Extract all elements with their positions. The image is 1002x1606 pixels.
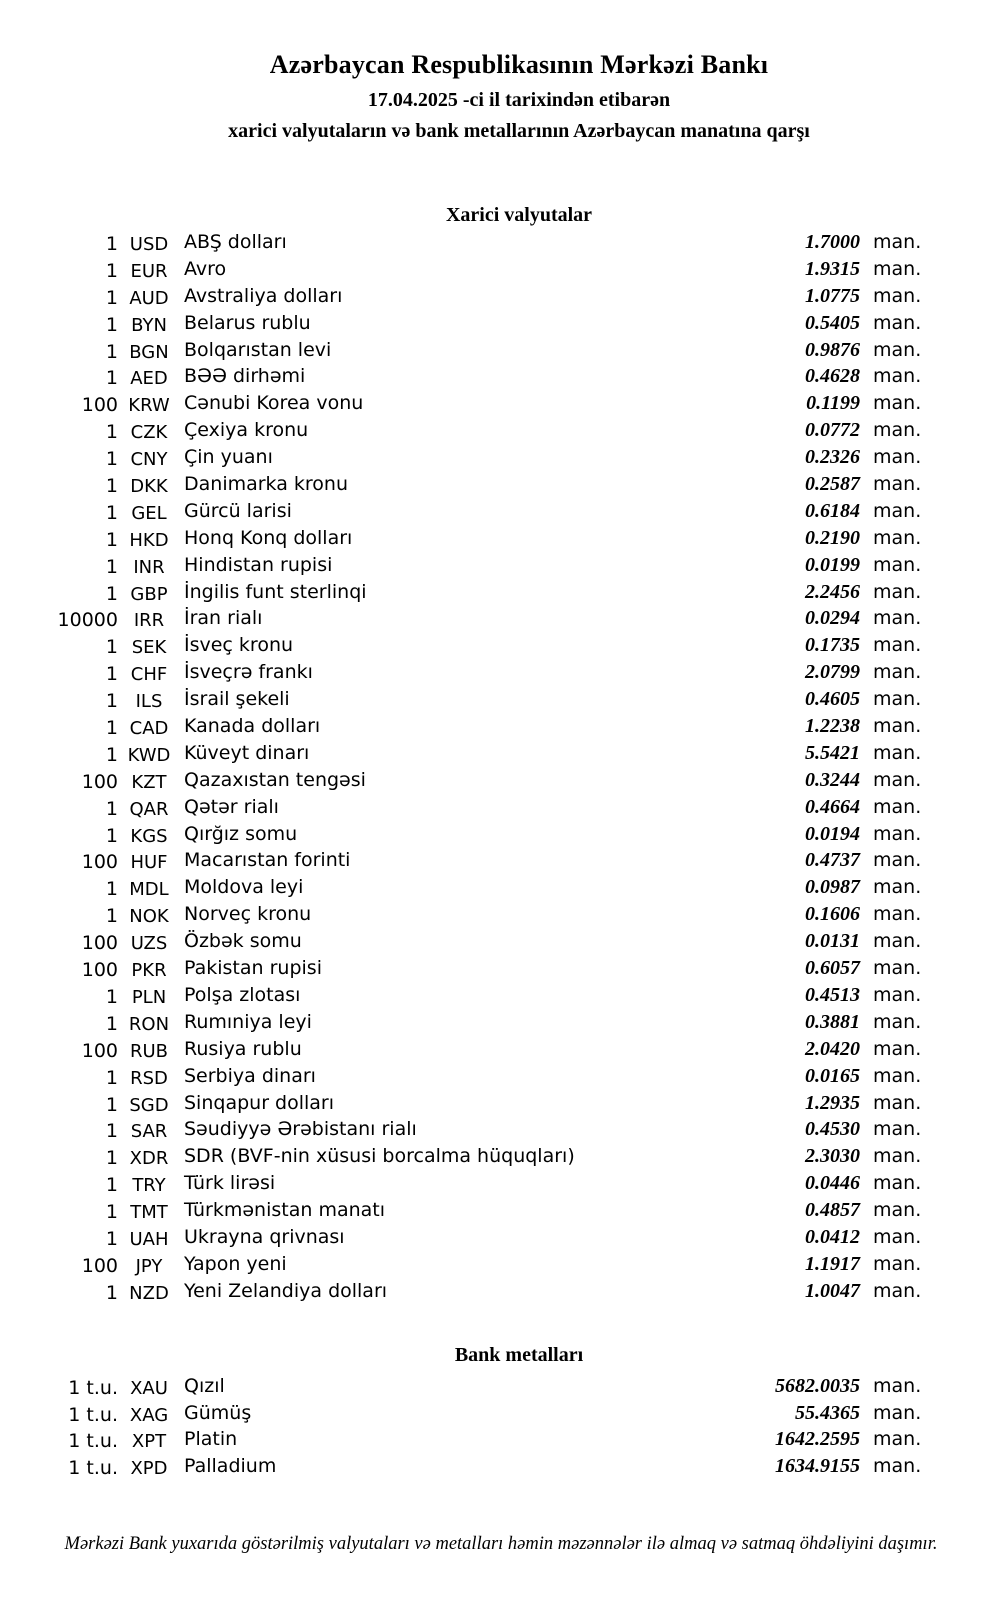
unit-label: man.: [873, 580, 922, 603]
rate-row: [0, 446, 1002, 473]
currency-name: Gürcü larisi: [184, 499, 292, 522]
nominal-value: 100: [81, 932, 118, 955]
nominal-value: 1: [105, 636, 118, 659]
rate-row: [0, 876, 1002, 903]
currency-name: Türkmənistan manatı: [184, 1199, 386, 1222]
currency-code: RSD: [130, 1067, 168, 1089]
currency-name: Bolqarıstan levi: [184, 338, 332, 361]
nominal-value: 1: [105, 286, 118, 309]
currency-code: CAD: [129, 718, 169, 740]
currency-code: UAH: [129, 1228, 169, 1250]
rate-row: [0, 1455, 1002, 1482]
unit-label: man.: [873, 338, 922, 361]
nominal-value: 1 t.u.: [68, 1376, 118, 1399]
rate-row: [0, 796, 1002, 823]
nominal-value: 1: [105, 313, 118, 336]
currency-name: Platin: [184, 1428, 238, 1451]
rate-value: 0.0131: [805, 930, 860, 953]
rate-row: [0, 715, 1002, 742]
nominal-value: 10000: [57, 609, 118, 632]
disclaimer-text: Mərkəzi Bank yuxarıda göstərilmiş valyutaları və metalları həmin məzənnələr ilə almaq və satmaq öhdəliyini daşımır.: [64, 1534, 938, 1555]
unit-label: man.: [873, 231, 922, 253]
nominal-value: 1: [105, 448, 118, 471]
rate-row: [0, 1172, 1002, 1199]
rate-value: 5682.0035: [775, 1374, 860, 1397]
unit-label: man.: [873, 849, 922, 872]
currency-code: XAG: [129, 1404, 169, 1426]
currency-name: Serbiya dinarı: [184, 1064, 316, 1087]
rate-row: [0, 661, 1002, 688]
nominal-value: 1: [105, 475, 118, 498]
rate-row: [0, 849, 1002, 876]
nominal-value: 1: [105, 1093, 118, 1116]
currency-name: Rumıniya leyi: [184, 1010, 312, 1033]
rate-value: 1.1917: [805, 1252, 860, 1275]
nominal-value: 1: [105, 1174, 118, 1197]
nominal-value: 1: [105, 824, 118, 847]
nominal-value: 1: [105, 367, 118, 390]
nominal-value: 1: [105, 1281, 118, 1304]
rate-row: [0, 1038, 1002, 1065]
nominal-value: 1: [105, 421, 118, 444]
rate-row: [0, 1092, 1002, 1119]
bank-title: Azərbaycan Respublikasının Mərkəzi Bankı: [269, 50, 769, 79]
unit-label: man.: [873, 957, 922, 980]
rate-value: 5.5421: [805, 741, 860, 764]
currency-code: PLN: [131, 986, 167, 1008]
nominal-value: 1: [105, 717, 118, 740]
rate-row: [0, 1428, 1002, 1455]
unit-label: man.: [873, 1279, 922, 1302]
unit-label: man.: [873, 1252, 922, 1275]
currency-name: İsrail şekeli: [184, 688, 290, 711]
currency-code: KRW: [128, 395, 170, 417]
nominal-value: 1: [105, 797, 118, 820]
nominal-value: 100: [81, 851, 118, 874]
nominal-value: 1: [105, 582, 118, 605]
currency-code: QAR: [129, 798, 169, 820]
currency-name: Pakistan rupisi: [184, 957, 322, 980]
currency-code: BYN: [131, 314, 167, 336]
currency-name: Özbək somu: [184, 930, 302, 953]
currency-code: XPD: [130, 1458, 168, 1480]
currency-name: ABŞ dolları: [184, 231, 287, 253]
rate-row: [0, 392, 1002, 419]
rate-row: [0, 1402, 1002, 1429]
rate-row: [0, 1280, 1002, 1307]
unit-label: man.: [873, 257, 922, 280]
unit-label: man.: [873, 1225, 922, 1248]
unit-label: man.: [873, 311, 922, 334]
rate-value: 0.1735: [805, 634, 860, 657]
rate-value: 0.2190: [805, 526, 860, 549]
currency-name: İsveç kronu: [184, 634, 294, 657]
unit-label: man.: [873, 1172, 922, 1195]
rate-value: 0.6184: [805, 499, 860, 522]
unit-label: man.: [873, 446, 922, 469]
currency-code: NOK: [129, 906, 169, 928]
rate-row: [0, 984, 1002, 1011]
currency-code: PKR: [131, 960, 167, 982]
rate-value: 2.0799: [805, 661, 860, 684]
rate-value: 0.4737: [805, 849, 860, 872]
nominal-value: 100: [81, 1254, 118, 1277]
rate-value: 0.0199: [805, 553, 860, 576]
rate-value: 0.4664: [805, 795, 860, 818]
unit-label: man.: [873, 1064, 922, 1087]
currency-name: Cənubi Korea vonu: [184, 392, 364, 415]
nominal-value: 1: [105, 1227, 118, 1250]
rate-row: [0, 903, 1002, 930]
rate-value: 1.0775: [805, 284, 860, 307]
rate-value: 0.0294: [805, 607, 860, 630]
unit-label: man.: [873, 1455, 922, 1478]
currency-code: XAU: [130, 1377, 168, 1399]
rate-value: 1.9315: [805, 257, 860, 280]
nominal-value: 1: [105, 1066, 118, 1089]
rate-row: [0, 930, 1002, 957]
currency-code: SGD: [129, 1094, 169, 1116]
nominal-value: 100: [81, 959, 118, 982]
unit-label: man.: [873, 876, 922, 899]
rate-value: 55.4365: [795, 1401, 860, 1424]
currency-name: Polşa zlotası: [184, 983, 301, 1006]
currency-code: AED: [130, 368, 168, 390]
nominal-value: 1: [105, 528, 118, 551]
nominal-value: 1: [105, 663, 118, 686]
currency-code: CZK: [130, 422, 168, 444]
unit-label: man.: [873, 1010, 922, 1033]
unit-label: man.: [873, 526, 922, 549]
currency-code: XDR: [129, 1148, 169, 1170]
rate-value: 0.0446: [805, 1172, 860, 1195]
currency-code: XPT: [131, 1431, 167, 1453]
currency-name: Palladium: [184, 1455, 277, 1478]
currency-code: SEK: [131, 637, 167, 659]
unit-label: man.: [873, 903, 922, 926]
currency-name: Rusiya rublu: [184, 1037, 302, 1060]
currency-name: Yapon yeni: [184, 1252, 287, 1275]
rate-row: [0, 554, 1002, 581]
currency-code: IRR: [133, 610, 165, 632]
currency-name: Avstraliya dolları: [184, 284, 343, 307]
rate-value: 0.4857: [805, 1199, 860, 1222]
currency-name: Yeni Zelandiya dolları: [184, 1279, 388, 1302]
unit-label: man.: [873, 499, 922, 522]
metal-rows: [0, 1375, 1002, 1483]
currency-name: Çexiya kronu: [184, 419, 309, 442]
unit-label: man.: [873, 1199, 922, 1222]
currency-code: CNY: [130, 449, 168, 471]
effective-date-line: 17.04.2025 -ci il tarixindən etibarən: [367, 89, 671, 111]
currency-code: NZD: [129, 1282, 169, 1304]
rate-value: 0.1199: [806, 392, 860, 415]
rate-row: [0, 231, 1002, 258]
rate-value: 0.0987: [805, 876, 860, 899]
currency-name: Küveyt dinarı: [184, 741, 310, 764]
currency-name: Belarus rublu: [184, 311, 311, 334]
nominal-value: 1: [105, 878, 118, 901]
currency-code: GBP: [130, 583, 168, 605]
currency-code: TMT: [130, 1202, 168, 1224]
currency-code: KGS: [130, 825, 168, 847]
rate-value: 0.0194: [805, 822, 860, 845]
document-header: [0, 0, 1002, 144]
currency-code: MDL: [129, 879, 169, 901]
rate-row: [0, 957, 1002, 984]
rate-row: [0, 607, 1002, 634]
currency-code: ILS: [135, 691, 163, 713]
nominal-value: 1: [105, 259, 118, 282]
unit-label: man.: [873, 284, 922, 307]
rate-value: 2.2456: [805, 580, 860, 603]
nominal-value: 1: [105, 1012, 118, 1035]
unit-label: man.: [873, 634, 922, 657]
nominal-value: 1 t.u.: [68, 1403, 118, 1426]
currency-name: Honq Konq dolları: [184, 526, 353, 549]
currency-code: TRY: [132, 1175, 166, 1197]
nominal-value: 1: [105, 555, 118, 578]
unit-label: man.: [873, 661, 922, 684]
unit-label: man.: [873, 1145, 922, 1168]
currency-code: SAR: [130, 1121, 168, 1143]
rate-value: 0.2587: [805, 473, 860, 496]
currency-name: Qırğız somu: [184, 822, 298, 845]
unit-label: man.: [873, 473, 922, 496]
unit-label: man.: [873, 768, 922, 791]
unit-label: man.: [873, 1118, 922, 1141]
currency-code: HKD: [129, 529, 169, 551]
rate-value: 0.3881: [805, 1010, 860, 1033]
unit-label: man.: [873, 392, 922, 415]
rate-value: 1.7000: [805, 231, 860, 253]
currency-name: İsveçrə frankı: [184, 661, 313, 684]
section-foreign-currencies: [0, 203, 1002, 1307]
rate-value: 1642.2595: [775, 1428, 860, 1451]
rate-value: 0.3244: [805, 768, 860, 791]
rate-row: [0, 1253, 1002, 1280]
rate-value: 0.6057: [805, 957, 860, 980]
currency-name: Hindistan rupisi: [184, 553, 333, 576]
rate-row: [0, 312, 1002, 339]
currency-name: Avro: [184, 257, 227, 280]
currency-code: JPY: [135, 1255, 163, 1277]
rate-row: [0, 258, 1002, 285]
unit-label: man.: [873, 1374, 922, 1397]
currency-code: EUR: [130, 260, 168, 282]
rate-row: [0, 581, 1002, 608]
rate-row: [0, 1118, 1002, 1145]
rate-row: [0, 527, 1002, 554]
currency-name: İngilis funt sterlinqi: [184, 580, 367, 603]
unit-label: man.: [873, 795, 922, 818]
nominal-value: 1 t.u.: [68, 1430, 118, 1453]
rate-value: 1.0047: [805, 1279, 860, 1302]
currency-name: BƏƏ dirhəmi: [184, 365, 306, 388]
unit-label: man.: [873, 1428, 922, 1451]
currency-code: AUD: [129, 287, 169, 309]
unit-label: man.: [873, 822, 922, 845]
currency-code: GEL: [131, 502, 167, 524]
nominal-value: 1: [105, 501, 118, 524]
section-bank-metals: [0, 1343, 1002, 1483]
nominal-value: 100: [81, 1039, 118, 1062]
rate-row: [0, 419, 1002, 446]
rate-value: 1.2935: [805, 1091, 860, 1114]
rate-row: [0, 285, 1002, 312]
unit-label: man.: [873, 930, 922, 953]
unit-label: man.: [873, 553, 922, 576]
currency-name: SDR (BVF-nin xüsusi borcalma hüquqları): [184, 1145, 575, 1168]
nominal-value: 1 t.u.: [68, 1457, 118, 1480]
rate-value: 0.4530: [805, 1118, 860, 1141]
rate-row: [0, 769, 1002, 796]
rate-row: [0, 688, 1002, 715]
unit-label: man.: [873, 1037, 922, 1060]
unit-label: man.: [873, 1091, 922, 1114]
currency-name: Macarıstan forinti: [184, 849, 351, 872]
rate-value: 0.4513: [805, 983, 860, 1006]
nominal-value: 1: [105, 233, 118, 255]
rate-row: [0, 473, 1002, 500]
nominal-value: 1: [105, 1147, 118, 1170]
rate-value: 0.9876: [805, 338, 860, 361]
rate-value: 0.5405: [805, 311, 860, 334]
currency-code: BGN: [129, 341, 169, 363]
currency-code: USD: [129, 234, 169, 255]
currency-code: KWD: [127, 744, 171, 766]
currency-code: DKK: [130, 476, 168, 498]
rate-row: [0, 339, 1002, 366]
unit-label: man.: [873, 741, 922, 764]
nominal-value: 1: [105, 340, 118, 363]
document-subtitle: xarici valyutaların və bank metallarının Azərbaycan manatına qarşı: [228, 120, 810, 142]
rate-row: [0, 1199, 1002, 1226]
rate-row: [0, 1145, 1002, 1172]
currency-code: HUF: [130, 852, 168, 874]
currency-name: Danimarka kronu: [184, 473, 349, 496]
rate-value: 0.0412: [805, 1225, 860, 1248]
unit-label: man.: [873, 715, 922, 738]
nominal-value: 100: [81, 770, 118, 793]
rate-row: [0, 1011, 1002, 1038]
nominal-value: 1: [105, 985, 118, 1008]
unit-label: man.: [873, 365, 922, 388]
unit-label: man.: [873, 688, 922, 711]
currency-name: Gümüş: [184, 1401, 252, 1424]
rate-row: [0, 742, 1002, 769]
unit-label: man.: [873, 1401, 922, 1424]
currency-code: UZS: [130, 933, 168, 955]
rate-value: 0.4605: [805, 688, 860, 711]
rate-value: 0.1606: [805, 903, 860, 926]
unit-label: man.: [873, 983, 922, 1006]
rate-value: 0.2326: [805, 446, 860, 469]
nominal-value: 1: [105, 1120, 118, 1143]
rate-value: 0.0165: [805, 1064, 860, 1087]
rate-row: [0, 1065, 1002, 1092]
currency-name: Türk lirəsi: [184, 1172, 276, 1195]
rate-row: [0, 823, 1002, 850]
currency-name: Norveç kronu: [184, 903, 312, 926]
rate-row: [0, 365, 1002, 392]
rate-value: 1634.9155: [775, 1455, 860, 1478]
unit-label: man.: [873, 607, 922, 630]
nominal-value: 1: [105, 905, 118, 928]
unit-label: man.: [873, 419, 922, 442]
nominal-value: 1: [105, 743, 118, 766]
currency-name: İran rialı: [184, 607, 263, 630]
nominal-value: 100: [81, 394, 118, 417]
currency-name: Sinqapur dolları: [184, 1091, 335, 1114]
rate-row: [0, 634, 1002, 661]
nominal-value: 1: [105, 1201, 118, 1224]
rate-value: 2.0420: [805, 1037, 860, 1060]
rate-value: 2.3030: [805, 1145, 860, 1168]
section-title-bank-metals: Bank metalları: [454, 1343, 584, 1366]
rate-row: [0, 1375, 1002, 1402]
currency-code: CHF: [130, 664, 168, 686]
currency-name: Kanada dolları: [184, 715, 321, 738]
currency-name: Qazaxıstan tengəsi: [184, 768, 366, 791]
currency-code: RUB: [129, 1040, 169, 1062]
rate-value: 0.4628: [805, 365, 860, 388]
rate-row: [0, 500, 1002, 527]
rate-value: 1.2238: [805, 715, 860, 738]
rate-value: 0.0772: [805, 419, 860, 442]
section-title-foreign-currencies: Xarici valyutalar: [445, 204, 593, 226]
nominal-value: 1: [105, 690, 118, 713]
currency-name: Qətər rialı: [184, 795, 279, 818]
currency-code: RON: [128, 1013, 170, 1035]
currency-code: INR: [133, 556, 165, 578]
currency-name: Çin yuanı: [184, 446, 273, 469]
currency-name: Səudiyyə Ərəbistanı rialı: [184, 1118, 417, 1141]
rate-row: [0, 1226, 1002, 1253]
currency-name: Qızıl: [184, 1374, 225, 1397]
currency-name: Moldova leyi: [184, 876, 304, 899]
currency-name: Ukrayna qrivnası: [184, 1225, 345, 1248]
currency-code: KZT: [131, 771, 167, 793]
currency-rows: [0, 231, 1002, 1307]
